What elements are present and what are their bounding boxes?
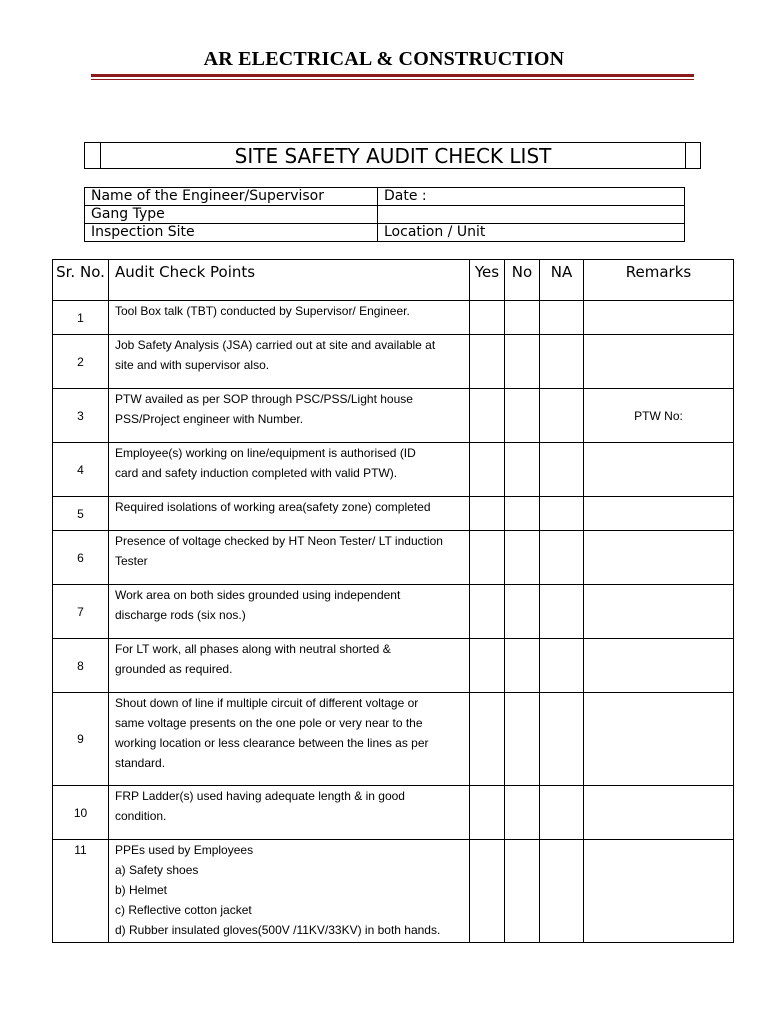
table-header-row xyxy=(53,260,734,301)
col-no: No xyxy=(505,260,540,301)
check-point-line: PTW availed as per SOP through PSC/PSS/Light house xyxy=(115,392,413,406)
inspection-site-label: Inspection Site xyxy=(85,224,378,242)
col-yes: Yes xyxy=(470,260,505,301)
check-point-line: discharge rods (six nos.) xyxy=(115,608,246,622)
row-yes-cell[interactable] xyxy=(470,585,505,639)
row-no-cell[interactable] xyxy=(505,443,540,497)
location-unit-label: Location / Unit xyxy=(378,224,685,242)
row-check-point xyxy=(109,639,470,693)
row-sr-no: 6 xyxy=(53,531,109,585)
check-point-line: condition. xyxy=(115,809,167,823)
header-rule-thick xyxy=(91,74,694,77)
gang-type-label: Gang Type xyxy=(85,206,378,224)
row-na-cell[interactable] xyxy=(540,639,584,693)
check-point-line: FRP Ladder(s) used having adequate length & in good xyxy=(115,789,405,803)
row-no-cell[interactable] xyxy=(505,639,540,693)
row-remarks-cell[interactable] xyxy=(584,497,734,531)
row-remarks-cell[interactable] xyxy=(584,786,734,840)
row-yes-cell[interactable] xyxy=(470,389,505,443)
row-sr-no: 8 xyxy=(53,639,109,693)
check-point-line: working location or less clearance between the lines as per xyxy=(115,736,429,750)
row-check-point xyxy=(109,443,470,497)
col-sr-no: Sr. No. xyxy=(53,260,109,301)
row-sr-no: 7 xyxy=(53,585,109,639)
row-sr-no: 9 xyxy=(53,693,109,786)
check-point-line: Presence of voltage checked by HT Neon Tester/ LT induction xyxy=(115,534,443,548)
check-point-line: Tester xyxy=(115,554,148,568)
row-na-cell[interactable] xyxy=(540,693,584,786)
table-row xyxy=(53,639,734,693)
row-yes-cell[interactable] xyxy=(470,531,505,585)
row-remarks-cell[interactable] xyxy=(584,639,734,693)
table-row xyxy=(53,531,734,585)
row-check-point xyxy=(109,497,470,531)
check-point-line: PPEs used by Employees xyxy=(115,843,254,857)
check-point-line: d) Rubber insulated gloves(500V /11KV/33KV) in both hands. xyxy=(115,923,441,937)
row-sr-no: 3 xyxy=(53,389,109,443)
row-yes-cell[interactable] xyxy=(470,497,505,531)
row-yes-cell[interactable] xyxy=(470,693,505,786)
row-yes-cell[interactable] xyxy=(470,639,505,693)
audit-checklist-table xyxy=(52,259,734,943)
row-na-cell[interactable] xyxy=(540,443,584,497)
row-yes-cell[interactable] xyxy=(470,335,505,389)
row-yes-cell[interactable] xyxy=(470,443,505,497)
title-box xyxy=(84,142,701,169)
check-point-line: c) Reflective cotton jacket xyxy=(115,903,252,917)
check-point-line: grounded as required. xyxy=(115,662,233,676)
date-label: Date : xyxy=(378,188,685,206)
row-no-cell[interactable] xyxy=(505,786,540,840)
check-point-line: PSS/Project engineer with Number. xyxy=(115,412,304,426)
check-point-line: Shout down of line if multiple circuit of different voltage or xyxy=(115,696,419,710)
row-no-cell[interactable] xyxy=(505,389,540,443)
row-check-point xyxy=(109,585,470,639)
row-check-point xyxy=(109,693,470,786)
row-na-cell[interactable] xyxy=(540,335,584,389)
row-remarks-cell[interactable] xyxy=(584,443,734,497)
row-remarks-cell[interactable] xyxy=(584,840,734,943)
col-audit-points: Audit Check Points xyxy=(109,260,470,301)
row-no-cell[interactable] xyxy=(505,335,540,389)
row-no-cell[interactable] xyxy=(505,531,540,585)
table-row xyxy=(53,335,734,389)
row-no-cell[interactable] xyxy=(505,693,540,786)
check-point-line: b) Helmet xyxy=(115,883,168,897)
row-remarks-cell[interactable]: PTW No: xyxy=(584,389,734,443)
row-no-cell[interactable] xyxy=(505,301,540,335)
document-title: SITE SAFETY AUDIT CHECK LIST xyxy=(100,143,686,168)
row-remarks-cell[interactable] xyxy=(584,335,734,389)
col-na: NA xyxy=(540,260,584,301)
row-yes-cell[interactable] xyxy=(470,840,505,943)
table-row xyxy=(53,693,734,786)
row-sr-no: 1 xyxy=(53,301,109,335)
row-remarks-cell[interactable] xyxy=(584,585,734,639)
check-point-line: Required isolations of working area(safety zone) completed xyxy=(115,500,431,514)
table-row xyxy=(53,786,734,840)
row-na-cell[interactable] xyxy=(540,786,584,840)
row-remarks-cell[interactable] xyxy=(584,531,734,585)
table-row xyxy=(53,389,734,443)
row-no-cell[interactable] xyxy=(505,585,540,639)
check-point-line: Tool Box talk (TBT) conducted by Supervisor/ Engineer. xyxy=(115,304,410,318)
row-yes-cell[interactable] xyxy=(470,301,505,335)
table-row xyxy=(53,497,734,531)
row-check-point xyxy=(109,301,470,335)
row-sr-no: 5 xyxy=(53,497,109,531)
check-point-line: standard. xyxy=(115,756,166,770)
row-check-point xyxy=(109,840,470,943)
table-row xyxy=(53,840,734,943)
row-remarks-cell[interactable] xyxy=(584,693,734,786)
row-sr-no: 11 xyxy=(53,840,109,943)
check-point-line: Work area on both sides grounded using independent xyxy=(115,588,401,602)
header-rule-thin xyxy=(91,79,694,80)
row-no-cell[interactable] xyxy=(505,840,540,943)
row-na-cell[interactable] xyxy=(540,497,584,531)
row-check-point xyxy=(109,786,470,840)
row-check-point xyxy=(109,531,470,585)
row-check-point xyxy=(109,389,470,443)
row-na-cell[interactable] xyxy=(540,389,584,443)
row-na-cell[interactable] xyxy=(540,840,584,943)
col-remarks: Remarks xyxy=(584,260,734,301)
table-row xyxy=(53,301,734,335)
info-table xyxy=(84,187,685,242)
row-sr-no: 10 xyxy=(53,786,109,840)
table-row xyxy=(53,585,734,639)
row-na-cell[interactable] xyxy=(540,585,584,639)
table-row xyxy=(53,443,734,497)
check-point-line: site and with supervisor also. xyxy=(115,358,270,372)
row-no-cell[interactable] xyxy=(505,497,540,531)
row-check-point xyxy=(109,335,470,389)
check-point-line: For LT work, all phases along with neutral shorted & xyxy=(115,642,391,656)
check-point-line: Job Safety Analysis (JSA) carried out at site and available at xyxy=(115,338,436,352)
check-point-line: Employee(s) working on line/equipment is authorised (ID xyxy=(115,446,416,460)
company-name: AR ELECTRICAL & CONSTRUCTION xyxy=(203,48,565,70)
row-na-cell[interactable] xyxy=(540,301,584,335)
row-sr-no: 4 xyxy=(53,443,109,497)
row-sr-no: 2 xyxy=(53,335,109,389)
check-point-line: a) Safety shoes xyxy=(115,863,199,877)
check-point-line: same voltage presents on the one pole or very near to the xyxy=(115,716,423,730)
check-point-line: card and safety induction completed with valid PTW). xyxy=(115,466,398,480)
row-remarks-cell[interactable] xyxy=(584,301,734,335)
row-yes-cell[interactable] xyxy=(470,786,505,840)
row-na-cell[interactable] xyxy=(540,531,584,585)
engineer-label: Name of the Engineer/Supervisor xyxy=(85,188,378,206)
gang-type-value xyxy=(378,206,685,224)
